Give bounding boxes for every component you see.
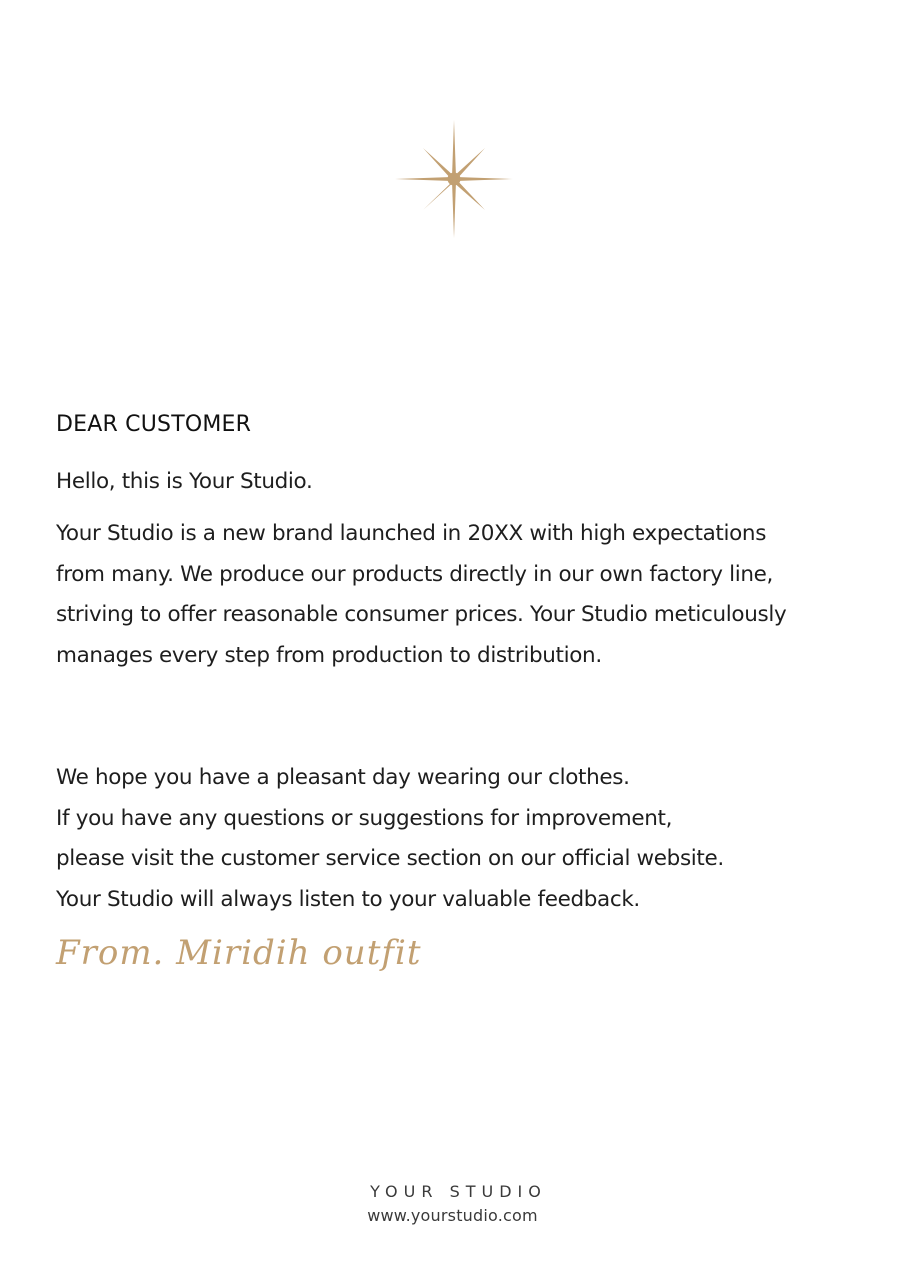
paragraph-1-line: from many. We produce our products directly in our own factory line, <box>56 561 773 587</box>
salutation: DEAR CUSTOMER <box>56 412 252 437</box>
sparkle-star-icon <box>395 120 513 238</box>
handwritten-signature <box>54 916 422 996</box>
intro-line: Hello, this is Your Studio. <box>56 469 313 494</box>
paragraph-2 <box>56 758 856 921</box>
intro-line-clip <box>56 469 856 503</box>
footer-website: www.yourstudio.com <box>367 1206 538 1225</box>
paragraph-2-line: We hope you have a pleasant day wearing our clothes. <box>56 765 630 790</box>
intro-line-wrapper <box>56 469 856 503</box>
paragraph-2-line: If you have any questions or suggestions for improvement, <box>56 805 673 831</box>
paragraph-1-line: striving to offer reasonable consumer prices. Your Studio meticulously <box>56 602 787 628</box>
signature-text: From. Miridih outfit <box>56 933 422 973</box>
paragraph-1-line: manages every step from production to distribution. <box>56 643 602 669</box>
footer-brand: YOUR STUDIO <box>370 1182 547 1201</box>
paragraph-2-line: please visit the customer service section on our official website. <box>56 846 724 872</box>
paragraph-1-line: Your Studio is a new brand launched in 20XX with high expectations <box>56 521 767 546</box>
paragraph-2-line: Your Studio will always listen to your valuable feedback. <box>56 887 640 913</box>
paragraph-1 <box>56 514 856 677</box>
